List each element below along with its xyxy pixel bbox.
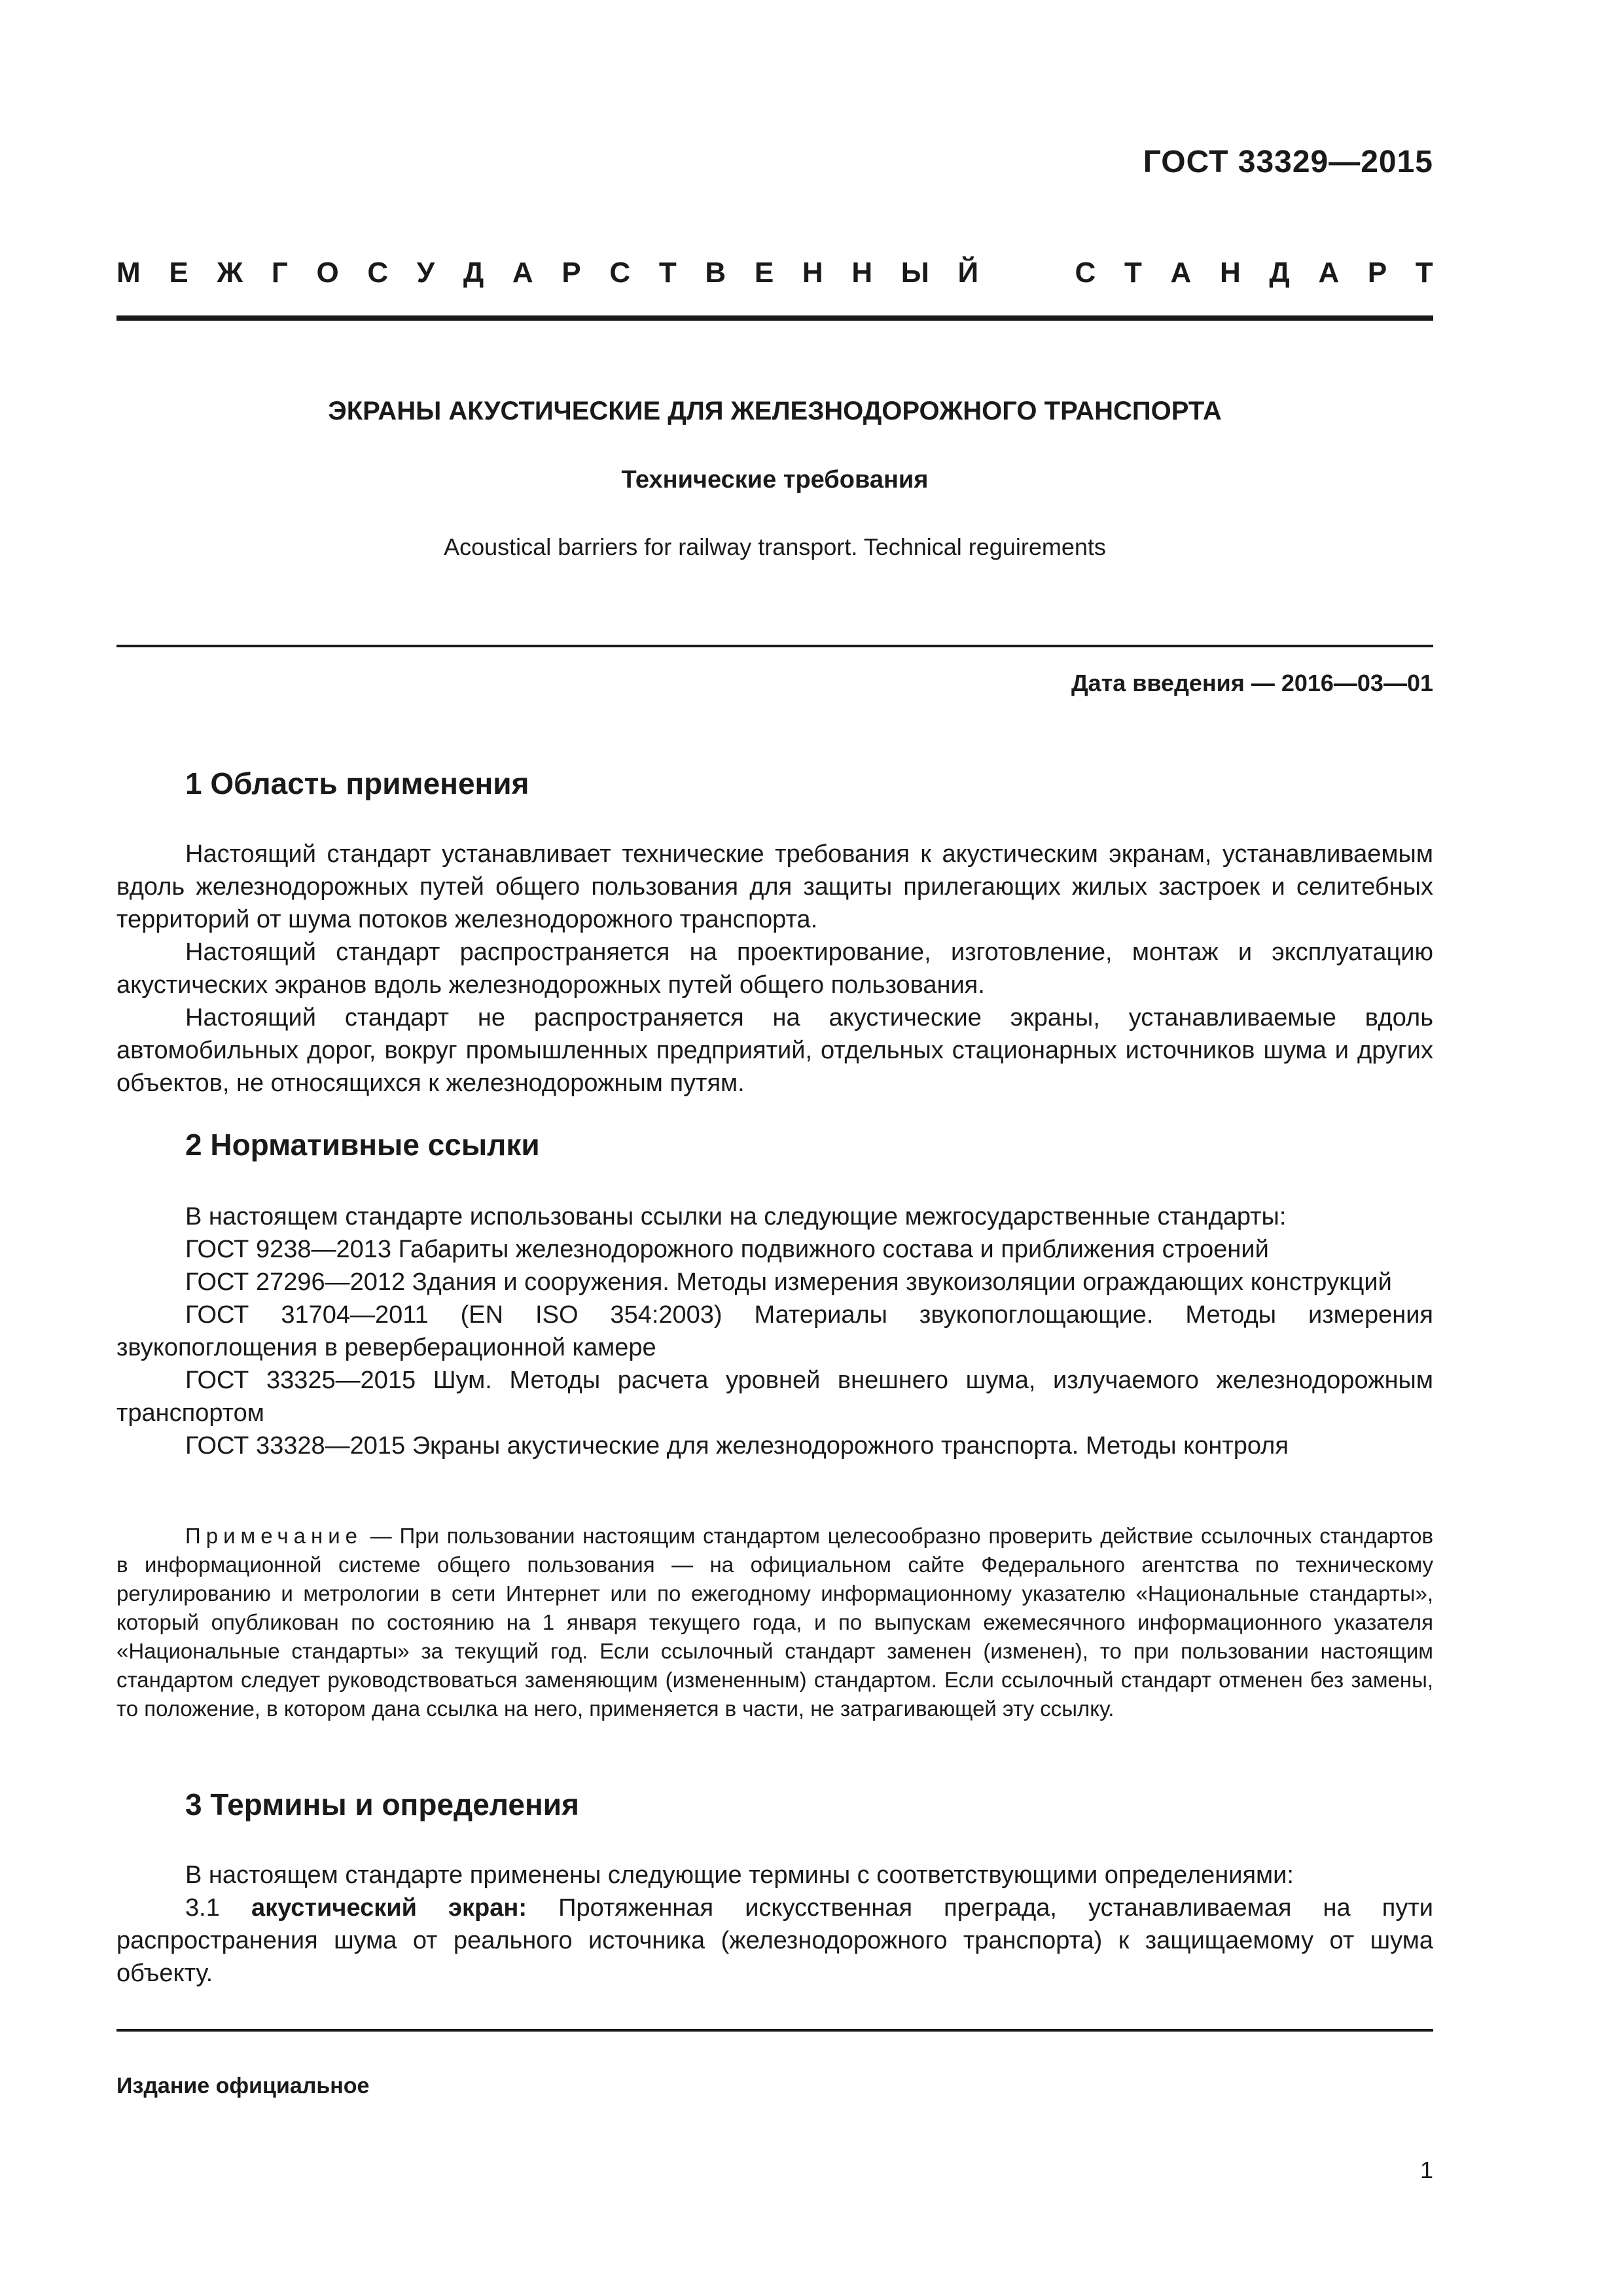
banner-letter: Т — [1124, 257, 1142, 289]
banner-letter: Н — [851, 257, 873, 289]
banner-letter: О — [316, 257, 339, 289]
banner-letter: Ы — [901, 257, 929, 289]
paragraph: Настоящий стандарт не распространяется на акустические экраны, устанавливаемые вдоль автомобильных дорог, вокруг промышленных предприятий, отдельных стационарных источников шума и других объектов, не относящихся к железнодорожным путям. — [116, 1004, 1433, 1097]
header-rule — [116, 315, 1433, 321]
section-3-body — [116, 1859, 1433, 1990]
official-edition-label: Издание официальное — [116, 2073, 370, 2098]
reference-item: ГОСТ 31704—2011 (EN ISO 354:2003) Материалы звукопоглощающие. Методы измерения звукопоглощения в реверберационной камере — [116, 1301, 1433, 1361]
paragraph: В настоящем стандарте применены следующие термины с соответствующими определениями: — [185, 1861, 1294, 1889]
note-paragraph — [116, 1522, 1433, 1723]
paragraph: Настоящий стандарт устанавливает технические требования к акустическим экранам, устанавливаемым вдоль железнодорожных путей общего пользования для защиты прилегающих жилых застроек и селитебных территорий от шума потоков железнодорожного транспорта. — [116, 840, 1433, 933]
banner-letter: Т — [658, 257, 677, 289]
banner-letter: У — [416, 257, 435, 289]
banner-letter: Е — [754, 257, 774, 289]
term-text: Протяженная искусственная преграда, устанавливаемая на пути распространения шума от реального источника (железнодорожного транспорта) к защищаемому от шума объекту. — [116, 1894, 1433, 1987]
banner-letter: Н — [802, 257, 823, 289]
banner-letter: А — [1318, 257, 1340, 289]
banner-letter: Г — [271, 257, 288, 289]
banner-letter: А — [512, 257, 533, 289]
footer-rule — [116, 2029, 1433, 2032]
paragraph: Настоящий стандарт распространяется на проектирование, изготовление, монтаж и эксплуатацию акустических экранов вдоль железнодорожных путей общего пользования. — [116, 939, 1433, 999]
section-3-heading: 3 Термины и определения — [185, 1787, 579, 1821]
banner-letter: Д — [463, 257, 484, 289]
banner-letter: Е — [169, 257, 188, 289]
term-number: 3.1 — [185, 1894, 220, 1922]
paragraph: В настоящем стандарте использованы ссылки на следующие межгосударственные стандарты: — [185, 1203, 1287, 1230]
reference-item: ГОСТ 33325—2015 Шум. Методы расчета уровней внешнего шума, излучаемого железнодорожным транспортом — [116, 1367, 1433, 1427]
banner-letter: С — [367, 257, 389, 289]
introduction-date: Дата введения — 2016—03—01 — [1071, 670, 1433, 696]
standard-code: ГОСТ 33329—2015 — [1143, 145, 1433, 179]
term-definition — [116, 1892, 1433, 1990]
note-block — [116, 1522, 1433, 1723]
section-1-heading: 1 Область применения — [185, 766, 529, 800]
banner-letter: Й — [957, 257, 979, 289]
title-rule — [116, 645, 1433, 647]
banner-letter: Р — [1367, 257, 1387, 289]
banner-letter: С — [1075, 257, 1096, 289]
reference-item: ГОСТ 33328—2015 Экраны акустические для железнодорожного транспорта. Методы контроля — [185, 1432, 1289, 1460]
banner-letter: В — [705, 257, 726, 289]
interstate-standard-banner — [116, 257, 1433, 289]
banner-letter: Р — [562, 257, 581, 289]
document-subtitle: Технические требования — [621, 466, 929, 493]
banner-letter: А — [1170, 257, 1192, 289]
banner-word-gap — [1007, 257, 1046, 289]
term-name: акустический экран: — [251, 1894, 527, 1922]
page-number: 1 — [1419, 2157, 1433, 2183]
note-label: Примечание — [185, 1524, 363, 1548]
document-title: ЭКРАНЫ АКУСТИЧЕСКИЕ ДЛЯ ЖЕЛЕЗНОДОРОЖНОГО ТРАНСПОРТА — [328, 397, 1222, 425]
section-2-heading: 2 Нормативные ссылки — [185, 1128, 540, 1162]
section-2-body — [116, 1200, 1433, 1462]
reference-item: ГОСТ 27296—2012 Здания и сооружения. Методы измерения звукоизоляции ограждающих конструкций — [185, 1268, 1392, 1296]
banner-letter: Д — [1269, 257, 1290, 289]
banner-letter: С — [609, 257, 631, 289]
reference-item: ГОСТ 9238—2013 Габариты железнодорожного подвижного состава и приближения строений — [185, 1236, 1269, 1263]
note-text: — При пользовании настоящим стандартом целесообразно проверить действие ссылочных стандартов в информационной системе общего пользования — на официальном сайте Федерального агентства по техническому регулированию и метрологии в сети Интернет или по ежегодному информационному указателю «Национальные стандарты», который опубликован по состоянию на 1 января текущего года, и по выпускам ежемесячного информационного указателя «Национальные стандарты» за текущий год. Если ссылочный стандарт заменен (изменен), то при пользовании настоящим стандартом следует руководствоваться заменяющим (измененным) стандартом. Если ссылочный стандарт отменен без замены, то положение, в котором дана ссылка на него, применяется в части, не затрагивающей эту ссылку. — [116, 1524, 1433, 1721]
section-1-body — [116, 838, 1433, 1100]
banner-letter: Н — [1219, 257, 1241, 289]
banner-letter: Ж — [217, 257, 243, 289]
banner-letter: М — [116, 257, 141, 289]
english-title: Acoustical barriers for railway transport. Technical reguirements — [444, 533, 1106, 560]
banner-letter: Т — [1415, 257, 1433, 289]
